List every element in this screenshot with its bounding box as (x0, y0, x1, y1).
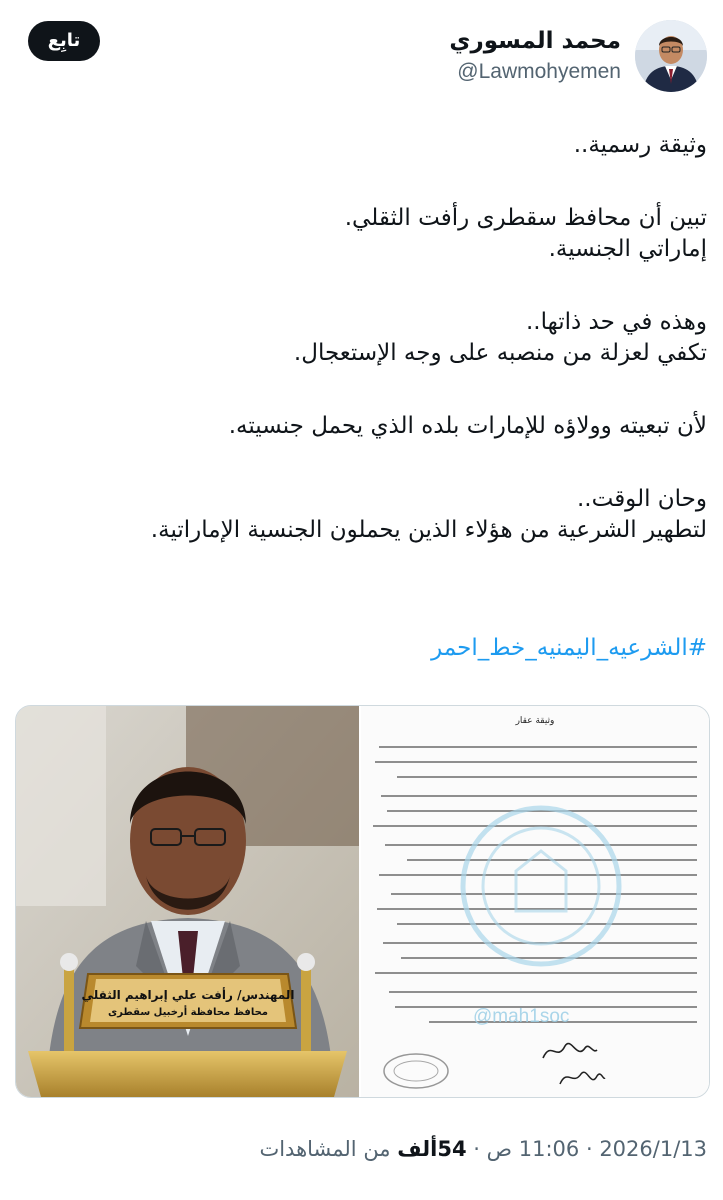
views-label: من المشاهدات (259, 1137, 391, 1161)
document-text-line (389, 991, 697, 993)
author-name[interactable]: محمد المسوري (449, 28, 621, 54)
tweet-line: إماراتي الجنسية. (548, 236, 707, 262)
avatar-photo (635, 20, 707, 92)
governor-photo[interactable] (16, 706, 359, 1097)
paragraph-gap (16, 265, 707, 307)
tweet-meta (259, 1134, 707, 1164)
signature-mark (539, 1036, 599, 1066)
views-count: 54ألف (397, 1137, 467, 1161)
tweet-line: تكفي لعزلة من منصبه على وجه الإستعجال. (293, 340, 707, 366)
follow-button[interactable]: تابِع (28, 21, 100, 61)
meta-separator: · (473, 1137, 480, 1161)
document-text-line (381, 795, 697, 797)
tweet-line: وثيقة رسمية.. (573, 132, 707, 158)
paragraph-gap (16, 161, 707, 203)
document-text-line (375, 972, 697, 974)
tweet-line: لتطهير الشرعية من هؤلاء الذين يحملون الجنسية الإماراتية. (150, 517, 707, 543)
document-stamp (456, 801, 626, 971)
paragraph-gap (16, 369, 707, 411)
tweet-line: تبين أن محافظ سقطرى رأفت الثقلي. (344, 205, 707, 231)
tweet-date[interactable]: 2026/1/13 (599, 1137, 707, 1161)
signature-mark (557, 1066, 607, 1090)
document-text-line (375, 761, 697, 763)
hashtag-link[interactable]: #الشرعيه_اليمنيه_خط_احمر (431, 635, 707, 661)
meta-separator: · (585, 1137, 593, 1161)
document-title: وثيقة عقار (515, 716, 555, 726)
tweet-time[interactable]: 11:06 ص (486, 1137, 580, 1161)
paragraph-gap (16, 442, 707, 484)
tweet-line: وهذه في حد ذاتها.. (525, 309, 707, 335)
nameplate-line2: محافظ محافظة أرخبيل سقطرى (108, 1007, 268, 1018)
tweet-line: لأن تبعيته وولاؤه للإمارات بلده الذي يحمل جنسيته. (228, 413, 707, 439)
author-handle[interactable]: @Lawmohyemen (457, 60, 621, 83)
tweet-text (16, 130, 707, 546)
watermark-handle: @mah1soc (473, 1006, 570, 1027)
author-info (449, 26, 621, 86)
tweet-line: وحان الوقت.. (576, 486, 707, 512)
document-text-line (379, 746, 697, 748)
property-document-image[interactable] (361, 706, 709, 1097)
official-seal (381, 1051, 451, 1091)
nameplate-line1: المهندس/ رأفت علي إبراهيم الثقلي (81, 988, 295, 1002)
governor-portrait-image (16, 706, 359, 1097)
media-attachment[interactable] (15, 705, 710, 1098)
document-text-line (397, 776, 697, 778)
author-avatar[interactable] (635, 20, 707, 92)
